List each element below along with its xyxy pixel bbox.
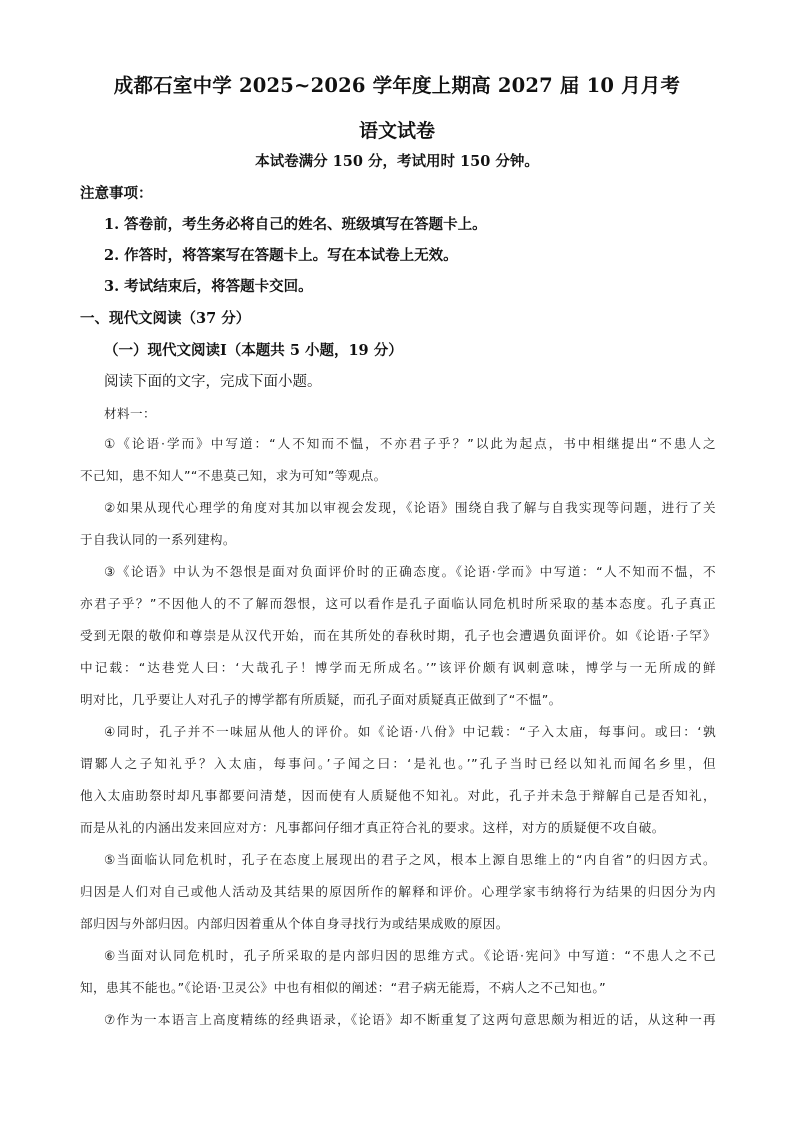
- exam-title: 成都石室中学 2025~2026 学年度上期高 2027 届 10 月月考: [113, 74, 681, 97]
- score-note: 本试卷满分 150 分，考试用时 150 分钟。: [255, 153, 539, 170]
- notice-item: 3. 考试结束后，将答题卡交回。: [104, 278, 313, 295]
- passage-line: ①《论语·学而》中写道：“人不知而不愠，不亦君子乎？”以此为起点，书中相继提出“不患人之: [104, 436, 716, 451]
- notice-heading: 注意事项：: [80, 185, 153, 202]
- passage-line: 知，患其不能也。”《论语·卫灵公》中也有相似的阐述：“君子病无能焉，不病人之不己知也。”: [80, 980, 607, 995]
- notice-item: 1. 答卷前，考生务必将自己的姓名、班级填写在答题卡上。: [104, 216, 487, 233]
- passage-line: 部归因与外部归因。内部归因着重从个体自身寻找行为或结果成败的原因。: [80, 916, 509, 931]
- passage-line: ⑤当面临认同危机时，孔子在态度上展现出的君子之风，根本上源自思维上的“内自省”的归因方式。: [104, 852, 716, 867]
- passage-line: ②如果从现代心理学的角度对其加以审视会发现，《论语》围绕自我了解与自我实现等问题，进行了关: [104, 500, 716, 515]
- passage-line: 于自我认同的一系列建构。: [80, 532, 236, 547]
- passage-line: 中记载：“达巷党人曰：‘大哉孔子！博学而无所成名。’”该评价颇有讽刺意味，博学与一无所成的鲜: [80, 660, 716, 675]
- material-label: 材料一：: [104, 406, 156, 421]
- passage-line: 而是从礼的内涵出发来回应对方：凡事都问仔细才真正符合礼的要求。这样，对方的质疑便不攻自破。: [80, 820, 665, 835]
- passage-line: 明对比，几乎要让人对孔子的博学都有所质疑，而孔子面对质疑真正做到了“不愠”。: [80, 692, 562, 707]
- passage-line: 谓鄹人之子知礼乎？入太庙，每事问。’子闻之曰：‘是礼也。’”孔子当时已经以知礼而闻名乡里，但: [80, 756, 716, 771]
- exam-subject: 语文试卷: [358, 120, 435, 142]
- passage-line: ④同时，孔子并不一味屈从他人的评价。如《论语·八佾》中记载：“子入太庙，每事问。或曰：‘孰: [104, 724, 716, 739]
- passage-line: ⑦作为一本语言上高度精练的经典语录，《论语》却不断重复了这两句意思颇为相近的话，从这种一再: [104, 1012, 716, 1027]
- passage-line: 归因是人们对自己或他人活动及其结果的原因所作的解释和评价。心理学家韦纳将行为结果的归因分为内: [80, 884, 716, 899]
- passage-line: 他入太庙助祭时却凡事都要问清楚，因而使有人质疑他不知礼。对此，孔子并未急于辩解自己是否知礼，: [80, 788, 716, 803]
- notice-item: 2. 作答时，将答案写在答题卡上。写在本试卷上无效。: [104, 247, 458, 264]
- passage-line: ⑥当面对认同危机时，孔子所采取的是内部归因的思维方式。《论语·宪问》中写道：“不患人之不己: [104, 948, 716, 963]
- passage-line: ③《论语》中认为不怨恨是面对负面评价时的正确态度。《论语·学而》中写道：“人不知而不愠，不: [104, 564, 716, 579]
- subsection-heading: （一）现代文阅读Ⅰ（本题共 5 小题，19 分）: [104, 342, 403, 359]
- passage-line: 受到无限的敬仰和尊崇是从汉代开始，而在其所处的春秋时期，孔子也会遭遇负面评价。如《论语·子罕》: [80, 628, 716, 643]
- reading-instruction: 阅读下面的文字，完成下面小题。: [104, 374, 322, 390]
- section-heading: 一、现代文阅读（37 分）: [80, 310, 251, 327]
- passage-line: 亦君子乎？”不因他人的不了解而怨恨，这可以看作是孔子面临认同危机时所采取的基本态度。孔子真正: [80, 596, 716, 611]
- passage-line: 不己知，患不知人”“不患莫己知，求为可知”等观点。: [80, 468, 387, 483]
